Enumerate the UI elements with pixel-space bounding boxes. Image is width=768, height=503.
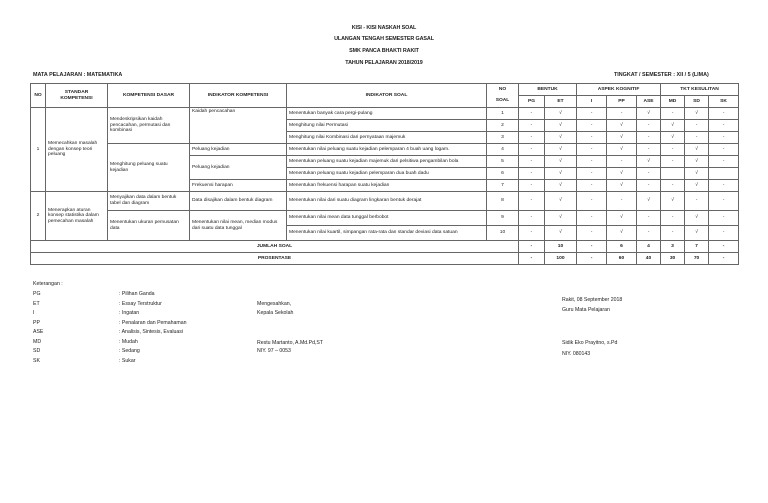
cell-md: √ (661, 120, 685, 132)
cell-sd: √ (685, 144, 709, 156)
cell-sd: √ (685, 156, 709, 168)
indikator-soal: Menentukan peluang suatu kejadian majemuk dari pelsitiwa pengambilan bola (287, 156, 487, 168)
cell-pg: - (519, 108, 545, 120)
soal-no: 9 (487, 211, 519, 226)
cell-sk: - (709, 156, 739, 168)
cell-et: √ (545, 192, 577, 211)
legend-desc: : Sedang (119, 348, 140, 354)
cell-pp: √ (607, 120, 637, 132)
indikator-kompetensi: Menentukan nilai mean, median modus dari suatu data tunggal (190, 211, 287, 241)
col-aspek: ASPEK KOGNITIF (577, 84, 661, 96)
legend-code: SD (33, 348, 41, 354)
principal-name: Restu Martanto, A.Md.Pd,ST (257, 340, 324, 346)
indikator-soal: Menentukan peluang suatu kejadian pelemparan dua buah dadu (287, 168, 487, 180)
col-et: ET (545, 96, 577, 108)
cell-pg: - (519, 168, 545, 180)
pct-pg: - (519, 253, 545, 265)
cell-ase: - (637, 120, 661, 132)
cell-sk: - (709, 120, 739, 132)
pct-et: 100 (545, 253, 577, 265)
soal-no: 5 (487, 156, 519, 168)
legend-desc: : Analisis, Sintesis, Evaluasi (119, 329, 184, 335)
cell-md: - (661, 108, 685, 120)
col-sd: SD (685, 96, 709, 108)
cell-sk: - (709, 192, 739, 211)
cell-et: √ (545, 168, 577, 180)
cell-ase: √ (637, 192, 661, 211)
cell-sd: √ (685, 226, 709, 241)
cell-pg: - (519, 192, 545, 211)
cell-pg: - (519, 180, 545, 192)
indikator-soal: Menentukan nilai dari suatu diagram lingkaran bentuk derajat (287, 192, 487, 211)
total-pp: 6 (607, 241, 637, 253)
cell-i: - (577, 144, 607, 156)
cell-pg: - (519, 144, 545, 156)
pct-sd: 70 (685, 253, 709, 265)
cell-pp: √ (607, 226, 637, 241)
cell-pp: √ (607, 211, 637, 226)
soal-no: 2 (487, 120, 519, 132)
col-standar: STANDAR KOMPETENSI (46, 84, 108, 108)
kompetensi-dasar: Menyajikan data dalam bentuk tabel dan diagram (108, 192, 190, 211)
group-standar: Menerapkan aturan konsep statistika dalam pemecahan masalah (46, 192, 108, 241)
level-label: TINGKAT / SEMESTER : XII / 5 (LIMA) (614, 72, 709, 78)
legend-desc: : Penalaran dan Pemahaman (119, 319, 187, 326)
legend-desc: : Sukar (119, 357, 136, 364)
cell-et: √ (545, 120, 577, 132)
cell-pp: - (607, 156, 637, 168)
indikator-soal: Menentukan nilai mean data tunggal berbobot (287, 211, 487, 226)
legend-desc: : Mudah (119, 338, 138, 345)
legend-code: SK (33, 357, 40, 364)
cell-et: √ (545, 144, 577, 156)
pct-md: 30 (661, 253, 685, 265)
cell-sk: - (709, 226, 739, 241)
col-sk: SK (709, 96, 739, 108)
cell-sd: - (685, 132, 709, 144)
cell-sk: - (709, 132, 739, 144)
soal-no: 4 (487, 144, 519, 156)
teacher-title: Guru Mata Pelajaran (562, 307, 610, 313)
cell-md: - (661, 211, 685, 226)
legend-desc: : Ingatan (119, 310, 140, 316)
subject-label: MATA PELAJARAN : MATEMATIKA (33, 72, 123, 78)
col-pg: PG (519, 96, 545, 108)
col-pp: PP (607, 96, 637, 108)
cell-i: - (577, 180, 607, 192)
cell-md: √ (661, 132, 685, 144)
cell-pg: - (519, 211, 545, 226)
legend-desc: : Essay Terstruktur (119, 300, 162, 307)
group-no: 2 (31, 192, 46, 241)
cell-sd: - (685, 120, 709, 132)
school-name: SMK PANCA BHAKTI RAKIT (349, 48, 419, 54)
percentage-label: PROSENTASE (31, 253, 519, 265)
col-md: MD (661, 96, 685, 108)
legend-code: PG (33, 291, 41, 297)
soal-no: 6 (487, 168, 519, 180)
approval-label: Mengesahkan, (257, 301, 292, 307)
cell-pp: - (607, 192, 637, 211)
cell-sd: √ (685, 168, 709, 180)
cell-pg: - (519, 132, 545, 144)
soal-no: 7 (487, 180, 519, 192)
cell-et: √ (545, 211, 577, 226)
cell-pp: √ (607, 180, 637, 192)
teacher-nip: NIY. 080143 (562, 351, 591, 357)
cell-i: - (577, 156, 607, 168)
indikator-soal: Menentukan banyak cara pergi-pulang (287, 108, 487, 120)
cell-ase: - (637, 132, 661, 144)
total-pg: - (519, 241, 545, 253)
pct-sk: - (709, 253, 739, 265)
cell-et: √ (545, 180, 577, 192)
cell-md: - (661, 144, 685, 156)
indikator-kompetensi: Peluang kejadian (190, 156, 287, 180)
col-ase: ASE (637, 96, 661, 108)
cell-i: - (577, 211, 607, 226)
cell-i: - (577, 192, 607, 211)
legend-desc: : Pilihan Ganda (119, 291, 155, 297)
cell-md: - (661, 226, 685, 241)
doc-title: KISI - KISI NASKAH SOAL (351, 25, 417, 31)
col-indikator-soal: INDIKATOR SOAL (287, 84, 487, 108)
cell-et: √ (545, 156, 577, 168)
cell-pp: - (607, 108, 637, 120)
teacher-name: Sidik Eko Prayitno, s.Pd (562, 340, 618, 346)
indikator-kompetensi: Frekuensi harapan (190, 180, 287, 192)
cell-i: - (577, 120, 607, 132)
total-sd: 7 (685, 241, 709, 253)
legend-code: ASE (33, 329, 44, 335)
cell-i: - (577, 226, 607, 241)
table-row (31, 192, 739, 211)
kompetensi-dasar: Mendeskripsikan kaidah pencacahan, permutasi dan kombinasi (108, 108, 190, 144)
cell-ase: - (637, 180, 661, 192)
indikator-soal: Menghitung nilai Permutasi (287, 120, 487, 132)
table-row (31, 144, 739, 156)
indikator-kompetensi: Kaidah pencacahan (190, 108, 287, 144)
cell-i: - (577, 108, 607, 120)
cell-ase: - (637, 144, 661, 156)
kompetensi-dasar: Menentukan ukuran pemusatan data (108, 211, 190, 241)
indikator-soal: Menentukan nilai peluang suatu kejadian pelemparan 4 buah uang logam. (287, 144, 487, 156)
pct-i: - (577, 253, 607, 265)
sign-date: Rakit, 08 September 2018 (562, 297, 623, 303)
group-no: 1 (31, 108, 46, 192)
cell-sk: - (709, 144, 739, 156)
legend-code: MD (33, 338, 42, 345)
cell-sk: - (709, 108, 739, 120)
cell-i: - (577, 132, 607, 144)
col-indikator-kompetensi: INDIKATOR KOMPETENSI (190, 84, 287, 108)
col-no-soal-bottom: SOAL (487, 96, 519, 108)
cell-sk: - (709, 180, 739, 192)
cell-sd: - (685, 192, 709, 211)
soal-no: 3 (487, 132, 519, 144)
table-header-row (31, 84, 739, 96)
col-no-soal-top: NO (487, 84, 519, 96)
col-bentuk: BENTUK (519, 84, 577, 96)
legend-code: PP (33, 319, 40, 326)
cell-sd: √ (685, 108, 709, 120)
total-row (31, 241, 739, 253)
table-row (31, 108, 739, 120)
indikator-kompetensi: Data disajikan dalam bentuk diagram (190, 192, 287, 211)
cell-i: - (577, 168, 607, 180)
legend-code: I (33, 310, 35, 316)
kisi-table (30, 83, 739, 265)
cell-pp: √ (607, 144, 637, 156)
legend-code: ET (33, 300, 40, 307)
cell-pg: - (519, 226, 545, 241)
table-row (31, 211, 739, 226)
soal-no: 8 (487, 192, 519, 211)
cell-pg: - (519, 120, 545, 132)
cell-sk (709, 168, 739, 180)
cell-pp: √ (607, 168, 637, 180)
cell-sk: - (709, 211, 739, 226)
cell-et: √ (545, 108, 577, 120)
indikator-soal: Menghitung nilai Kombinasi dari pernyataan majemuk (287, 132, 487, 144)
cell-et: √ (545, 226, 577, 241)
cell-pg: - (519, 156, 545, 168)
cell-md: √ (661, 192, 685, 211)
principal-nip: NIY. 97 – 0053 (257, 348, 291, 354)
total-i: - (577, 241, 607, 253)
cell-ase: - (637, 226, 661, 241)
kompetensi-dasar: Menghitung peluang suatu kejadian (108, 144, 190, 192)
cell-sd: √ (685, 180, 709, 192)
cell-ase: - (637, 168, 661, 180)
col-tkt: TKT KESULITAN (661, 84, 739, 96)
cell-ase: √ (637, 108, 661, 120)
total-sk: - (709, 241, 739, 253)
soal-no: 10 (487, 226, 519, 241)
cell-pp: √ (607, 132, 637, 144)
total-label: JUMLAH SOAL (31, 241, 519, 253)
col-i: I (577, 96, 607, 108)
group-standar: Memecahkan masalah dengan konsep teori peluang (46, 108, 108, 192)
indikator-soal: Menentukan nilai kuartil, simpangan rata-rata dan standar deviasi data satuan (287, 226, 487, 241)
total-et: 10 (545, 241, 577, 253)
percentage-row (31, 253, 739, 265)
col-kompetensi-dasar: KOMPETENSI DASAR (108, 84, 190, 108)
pct-pp: 60 (607, 253, 637, 265)
cell-sd: √ (685, 211, 709, 226)
principal-title: Kepala Sekolah (257, 310, 294, 316)
col-no: NO (31, 84, 46, 108)
indikator-soal: Menentukan frekuensi harapan suatu kejadian (287, 180, 487, 192)
indikator-kompetensi: Peluang kejadian (190, 144, 287, 156)
cell-md: - (661, 156, 685, 168)
cell-md: - (661, 180, 685, 192)
academic-year: TAHUN PELAJARAN 2018/2019 (345, 60, 423, 66)
total-md: 3 (661, 241, 685, 253)
cell-md (661, 168, 685, 180)
cell-ase: √ (637, 156, 661, 168)
doc-subtitle: ULANGAN TENGAH SEMESTER GASAL (334, 36, 434, 42)
total-ase: 4 (637, 241, 661, 253)
legend-title: Keterangan : (33, 281, 63, 287)
pct-ase: 40 (637, 253, 661, 265)
cell-ase: - (637, 211, 661, 226)
soal-no: 1 (487, 108, 519, 120)
cell-et: √ (545, 132, 577, 144)
